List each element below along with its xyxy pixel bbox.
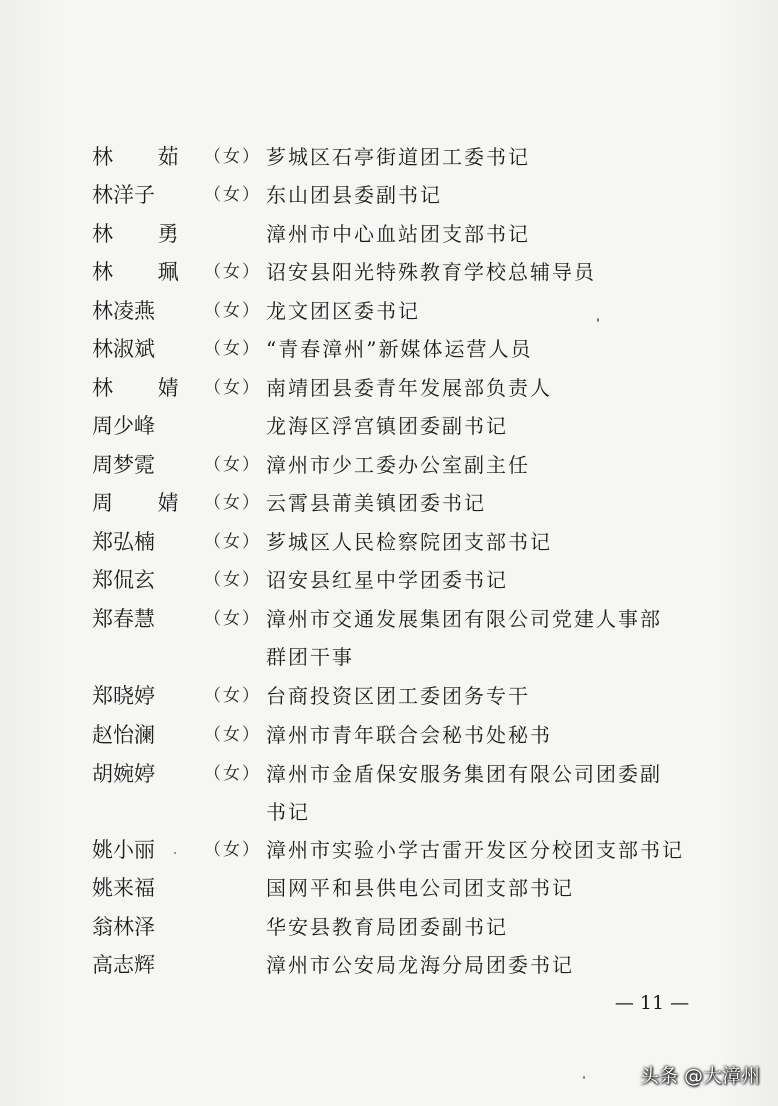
person-name: 郑侃玄 <box>92 568 155 592</box>
person-name: 周梦霓 <box>92 453 155 477</box>
person-name: 林 婧 <box>92 376 198 400</box>
person-name: 郑弘楠 <box>92 530 155 554</box>
person-name: 林 珮 <box>92 260 198 284</box>
person-name: 高志辉 <box>92 953 155 977</box>
list-item <box>0 446 778 486</box>
person-position: 漳州市少工委办公室副主任 <box>266 453 530 477</box>
list-item <box>0 908 778 948</box>
person-name: 姚来福 <box>92 876 155 900</box>
person-name: 林淑斌 <box>92 337 155 361</box>
gender-note: （女） <box>204 301 261 321</box>
scan-speck <box>597 318 599 322</box>
list-item <box>0 138 778 178</box>
person-position: 国网平和县供电公司团支部书记 <box>266 876 574 900</box>
list-item <box>0 523 778 563</box>
gender-note: （女） <box>204 339 261 359</box>
person-position: 漳州市中心血站团支部书记 <box>266 222 530 246</box>
person-position: 漳州市金盾保安服务集团有限公司团委副 书记 <box>266 762 662 824</box>
person-position: 芗城区石亭街道团工委书记 <box>266 145 530 169</box>
person-position: 漳州市实验小学古雷开发区分校团支部书记 <box>266 838 684 862</box>
list-item <box>0 677 778 717</box>
person-position: 漳州市公安局龙海分局团委书记 <box>266 953 574 977</box>
person-name: 郑春慧 <box>92 607 155 631</box>
gender-note: （女） <box>204 764 261 784</box>
list-item <box>0 561 778 601</box>
list-item <box>0 176 778 216</box>
gender-note: （女） <box>204 840 261 860</box>
person-name: 林凌燕 <box>92 299 155 323</box>
person-position: 南靖团县委青年发展部负责人 <box>266 376 552 400</box>
list-item <box>0 369 778 409</box>
person-position: 漳州市青年联合会秘书处秘书 <box>266 723 552 747</box>
gender-note: （女） <box>204 609 261 629</box>
watermark: 头条 @大漳州 <box>639 1065 760 1087</box>
person-name: 林 茹 <box>92 145 198 169</box>
gender-note: （女） <box>204 185 261 205</box>
person-name: 林洋子 <box>92 183 155 207</box>
list-item <box>0 484 778 524</box>
person-position: 台商投资区团工委团务专干 <box>266 684 530 708</box>
gender-note: （女） <box>204 686 261 706</box>
gender-note: （女） <box>204 262 261 282</box>
person-position: 诏安县红星中学团委书记 <box>266 568 508 592</box>
list-item <box>0 215 778 255</box>
person-position: 龙海区浮宫镇团委副书记 <box>266 414 508 438</box>
list-item <box>0 755 778 833</box>
person-name: 周少峰 <box>92 414 155 438</box>
list-item <box>0 831 778 871</box>
person-position: 华安县教育局团委副书记 <box>266 915 508 939</box>
gender-note: （女） <box>204 532 261 552</box>
gender-note: （女） <box>204 378 261 398</box>
person-name: 赵怡澜 <box>92 723 155 747</box>
list-item <box>0 946 778 986</box>
person-name: 郑晓婷 <box>92 684 155 708</box>
list-item <box>0 330 778 370</box>
gender-note: （女） <box>204 147 261 167</box>
page-number: — 11 — <box>614 992 690 1014</box>
scan-speck <box>174 852 176 854</box>
gender-note: （女） <box>204 455 261 475</box>
person-position: 龙文团区委书记 <box>266 299 420 323</box>
list-item <box>0 253 778 293</box>
person-name: 姚小丽 <box>92 838 155 862</box>
list-item <box>0 407 778 447</box>
person-name: 林 勇 <box>92 222 198 246</box>
person-position: 东山团县委副书记 <box>266 183 442 207</box>
person-position: “青春漳州”新媒体运营人员 <box>266 337 533 361</box>
gender-note: （女） <box>204 725 261 745</box>
gender-note: （女） <box>204 570 261 590</box>
person-position: 漳州市交通发展集团有限公司党建人事部 群团干事 <box>266 607 662 669</box>
list-item <box>0 600 778 678</box>
person-position: 云霄县莆美镇团委书记 <box>266 491 486 515</box>
person-position: 芗城区人民检察院团支部书记 <box>266 530 552 554</box>
list-item <box>0 716 778 756</box>
gender-note: （女） <box>204 493 261 513</box>
scan-speck <box>583 1076 585 1079</box>
list-item <box>0 292 778 332</box>
person-name: 翁林泽 <box>92 915 155 939</box>
list-item <box>0 869 778 909</box>
person-name: 胡婉婷 <box>92 762 155 786</box>
person-position: 诏安县阳光特殊教育学校总辅导员 <box>266 260 596 284</box>
person-name: 周 婧 <box>92 491 198 515</box>
